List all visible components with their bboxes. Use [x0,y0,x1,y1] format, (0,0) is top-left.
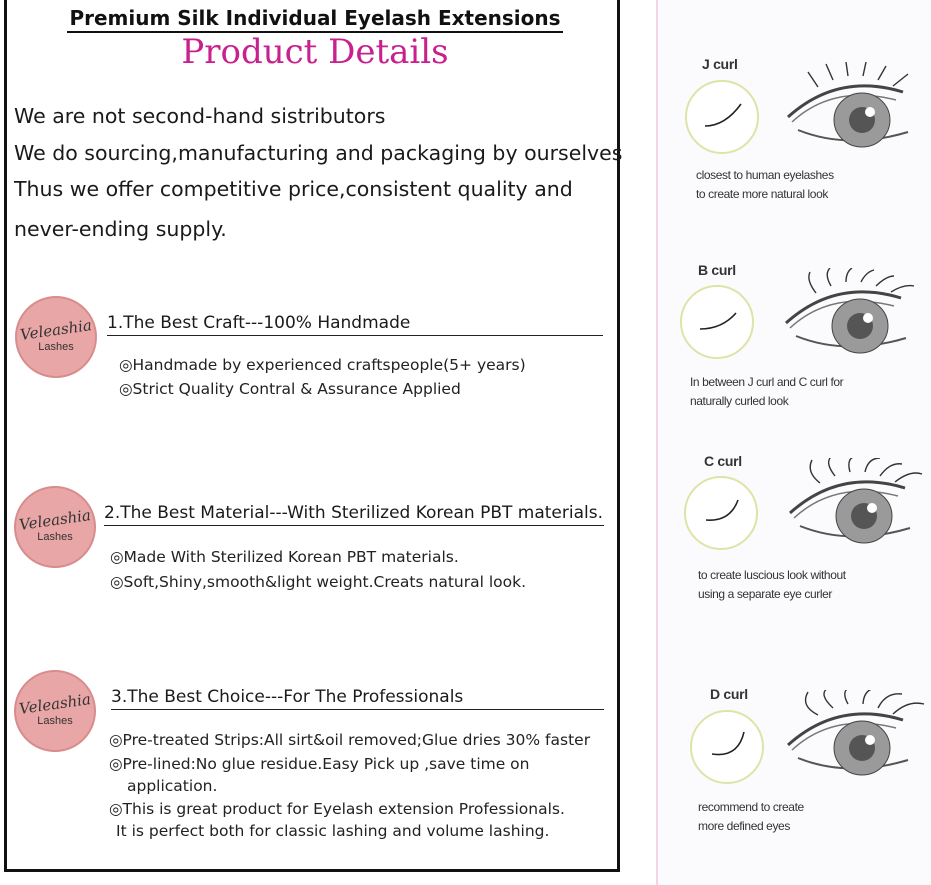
brand-sub: Lashes [38,341,74,353]
eye-illustration-icon [778,62,928,157]
section-title: 1.The Best Craft---100% Handmade [107,313,603,336]
section-bullet: ◎Pre-lined:No glue residue.Easy Pick up ,save time on [109,755,530,773]
curl-types-panel [656,0,931,885]
brand-sub: Lashes [37,531,73,543]
brand-sub: Lashes [37,715,73,727]
curl-desc: to create more natural look [696,187,828,201]
section-bullet: ◎This is great product for Eyelash extension Professionals. [109,800,565,818]
page-subtitle: Product Details [181,32,449,72]
intro-line: We do sourcing,manufacturing and packaging by ourselves [14,141,623,165]
curl-desc: closest to human eyelashes [696,168,834,182]
section-bullet: It is perfect both for classic lashing and volume lashing. [116,822,550,840]
c-curl-lash-icon [684,476,758,550]
section-title: 3.The Best Choice---For The Professionals [111,687,604,710]
page-title: Premium Silk Individual Eyelash Extensions [7,6,623,30]
section-bullet: ◎Made With Sterilized Korean PBT materials. [110,548,459,566]
section-bullet: application. [127,777,218,795]
brand-badge [14,486,96,568]
curl-desc: more defined eyes [698,819,790,833]
d-curl-lash-icon [690,710,764,784]
details-panel [4,0,623,872]
intro-line: never-ending supply. [14,217,227,241]
curl-label: J curl [702,56,738,72]
curl-label: D curl [710,686,748,702]
curl-desc: naturally curled look [690,394,789,408]
curl-label: B curl [698,262,736,278]
eye-illustration-icon [776,268,928,363]
eye-illustration-icon [778,690,930,785]
curl-desc: using a separate eye curler [698,587,832,601]
section-bullet: ◎Handmade by experienced craftspeople(5+ years) [119,356,526,374]
section-bullet: ◎Strict Quality Contral & Assurance Applied [119,380,461,398]
brand-badge [14,670,96,752]
intro-line: Thus we offer competitive price,consistent quality and [14,177,573,201]
curl-desc: to create luscious look without [698,568,846,582]
brand-name: Veleashia [19,316,93,344]
section-bullet: ◎Soft,Shiny,smooth&light weight.Creats natural look. [110,573,526,591]
curl-label: C curl [704,453,742,469]
brand-name: Veleashia [18,506,92,534]
section-bullet: ◎Pre-treated Strips:All sirt&oil removed;Glue dries 30% faster [109,731,591,749]
eye-illustration-icon [780,458,930,553]
curl-desc: In between J curl and C curl for [690,375,844,389]
brand-badge [15,296,97,378]
curl-desc: recommend to create [698,800,804,814]
intro-line: We are not second-hand sistributors [14,104,386,128]
j-curl-lash-icon [685,80,759,154]
section-title: 2.The Best Material---With Sterilized Korean PBT materials. [104,503,604,526]
b-curl-lash-icon [680,285,754,359]
brand-name: Veleashia [18,690,92,718]
